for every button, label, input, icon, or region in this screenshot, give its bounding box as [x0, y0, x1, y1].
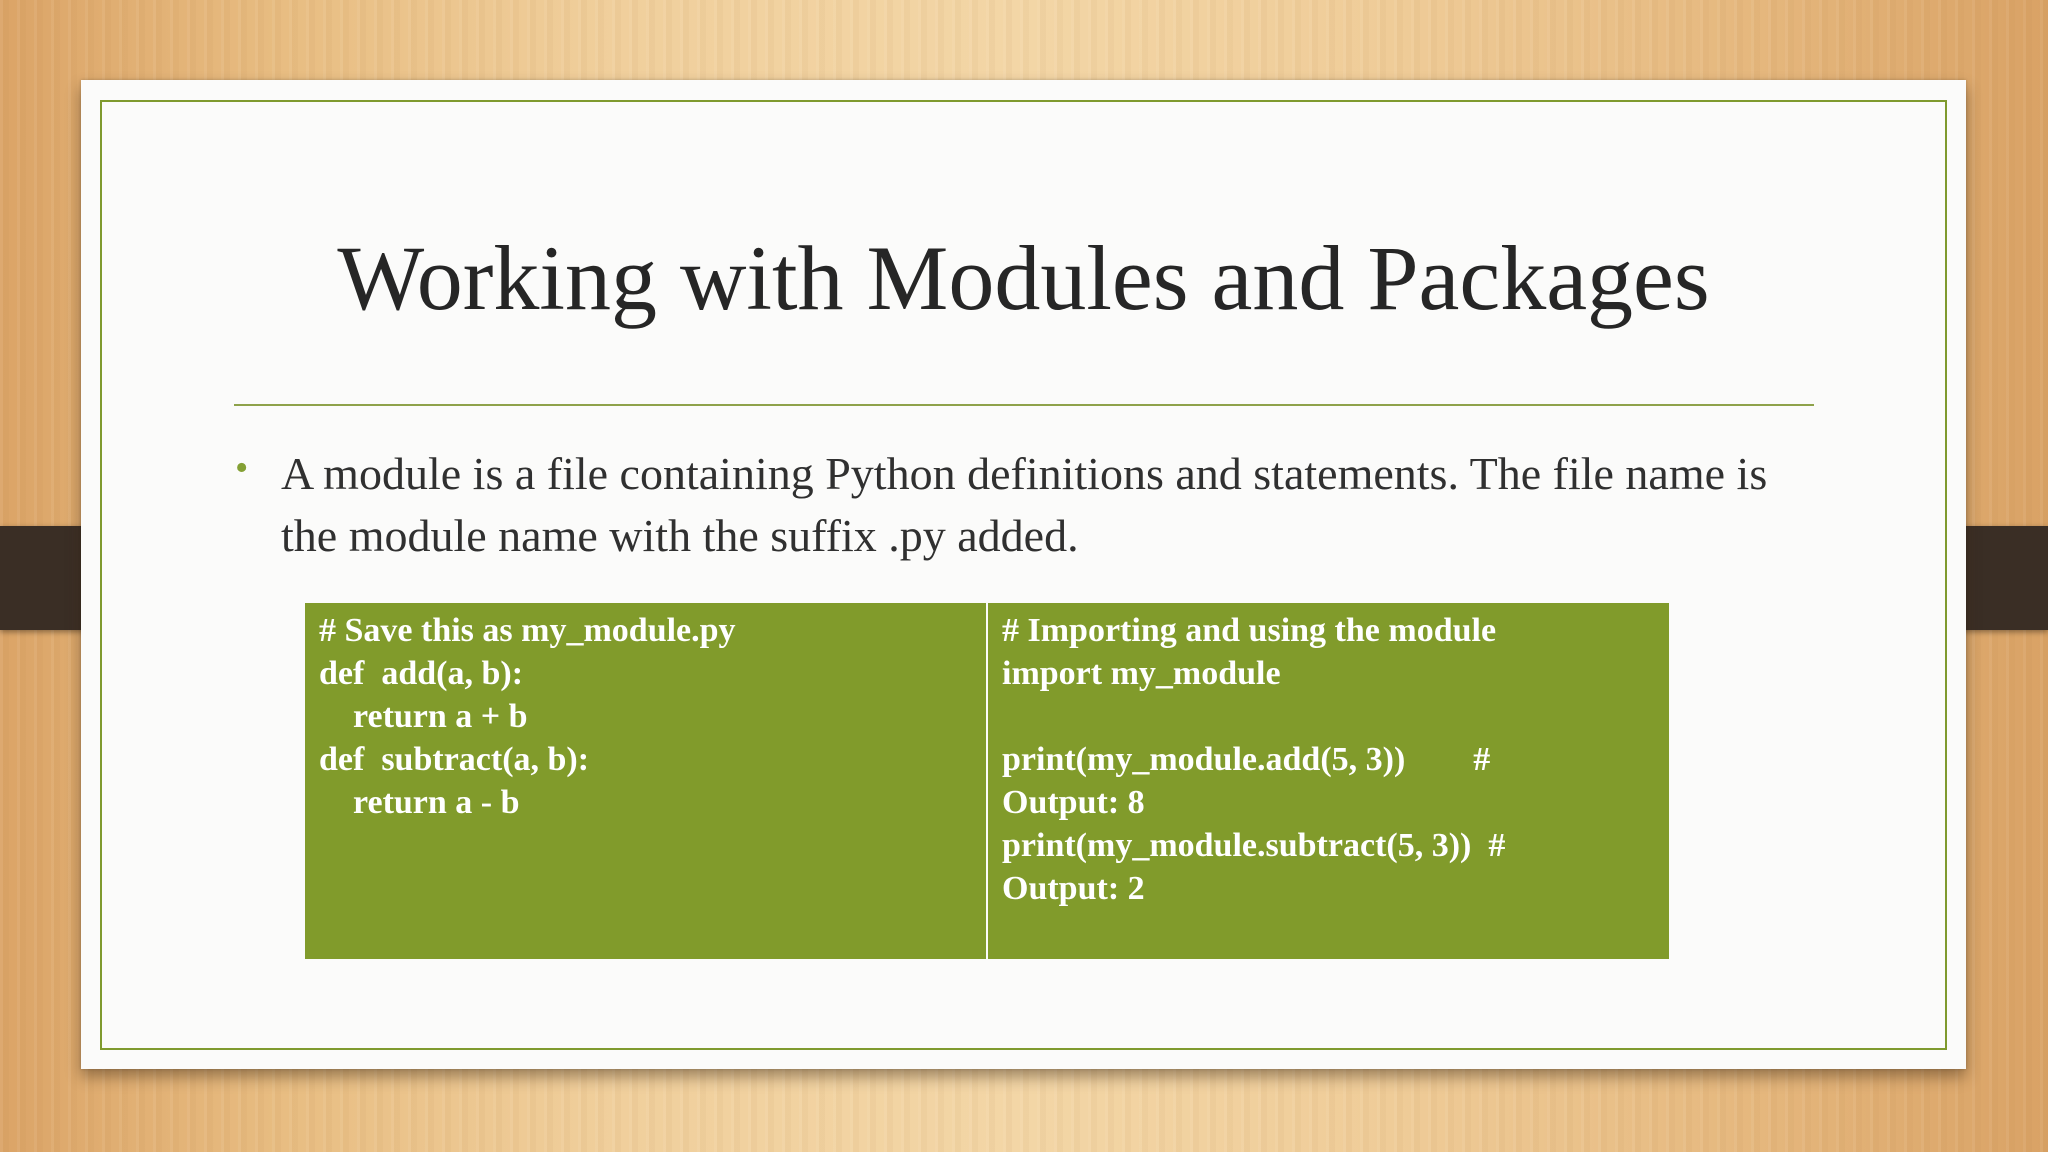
title-divider [234, 404, 1814, 406]
slide-title: Working with Modules and Packages [337, 227, 1710, 329]
code-line: Output: 8 [1002, 784, 1145, 821]
code-line: print(my_module.subtract(5, 3)) # [1002, 827, 1506, 864]
code-table [305, 603, 1669, 959]
code-line: # Save this as my_module.py [319, 612, 736, 649]
code-line: # Importing and using the module [1002, 612, 1497, 649]
code-line: Output: 2 [1002, 870, 1145, 907]
code-line [1002, 695, 1655, 738]
bullet-icon: • [235, 447, 249, 489]
code-line: return a + b [319, 698, 528, 735]
slide-card [81, 80, 1966, 1069]
code-line: def add(a, b): [319, 655, 524, 692]
code-line: return a - b [319, 784, 520, 821]
code-cell-module-usage [988, 603, 1669, 959]
bullet-text: A module is a file containing Python definitions and statements. The file name is the module name with the suffix .py added. [281, 448, 1768, 561]
code-line: print(my_module.add(5, 3)) # [1002, 741, 1491, 778]
code-line: import my_module [1002, 655, 1281, 692]
code-cell-module-definition [305, 603, 986, 959]
code-line: def subtract(a, b): [319, 741, 590, 778]
